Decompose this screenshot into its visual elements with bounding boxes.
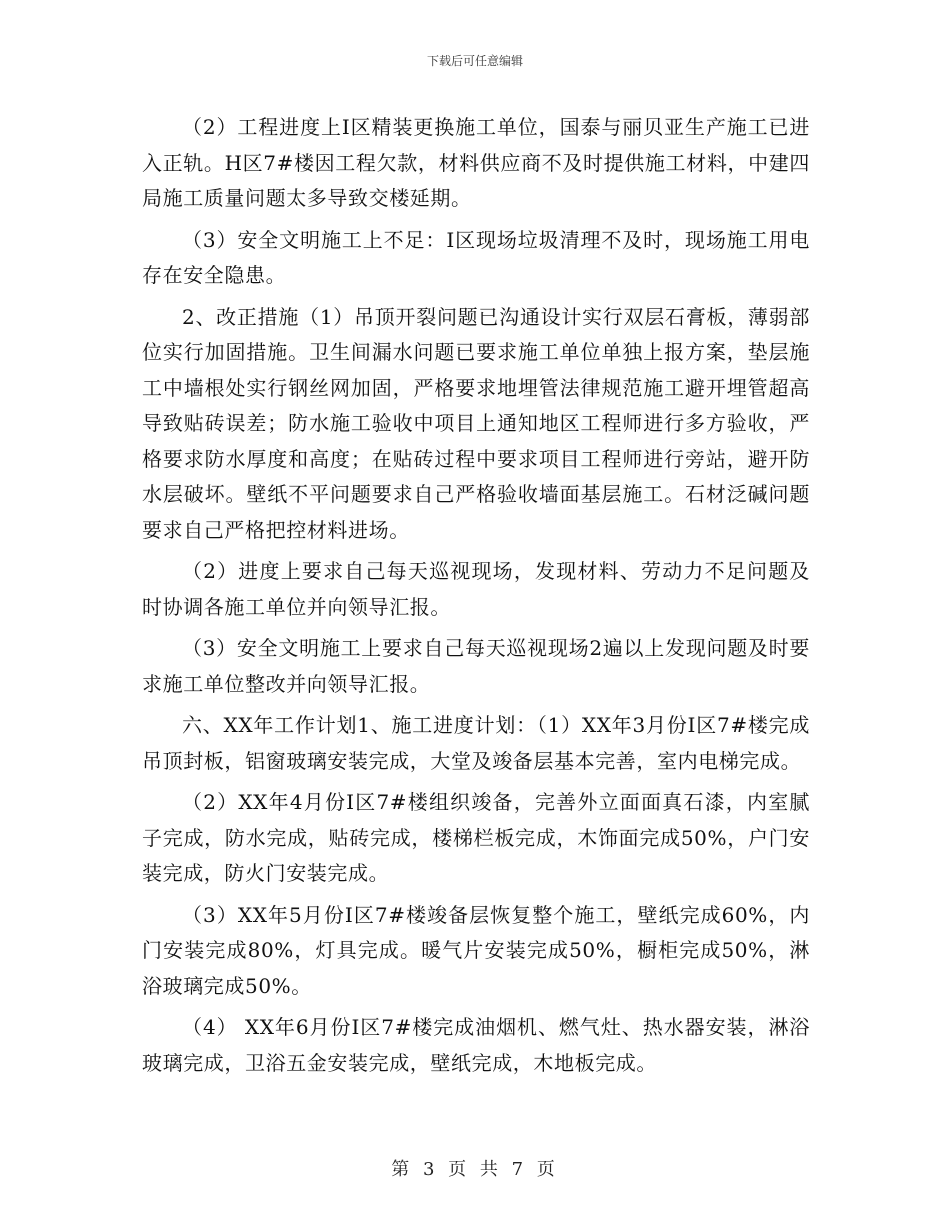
paragraph-safety-measures: （3）安全文明施工上要求自己每天巡视现场2遍以上发现问题及时要求施工单位整改并向领导汇报。: [142, 636, 810, 696]
paragraph-safety-issues: （3）安全文明施工上不足：I区现场垃圾清理不及时，现场施工用电存在安全隐患。: [142, 227, 810, 287]
paragraph-work-plan-april: （2）XX年4月份I区7#楼组织竣备，完善外立面面真石漆，内室腻子完成，防水完成，贴砖完成，楼梯栏板完成，木饰面完成50%，户门安装完成，防火门安装完成。: [142, 790, 810, 885]
document-body: [142, 110, 810, 1087]
paragraph-work-plan-march: 六、XX年工作计划1、施工进度计划：（1）XX年3月份I区7#楼完成吊顶封板，铝窗玻璃安装完成，大堂及竣备层基本完善，室内电梯完成。: [142, 713, 810, 773]
page-header: 下载后可任意编辑: [426, 54, 523, 68]
paragraph-progress-issues: （2）工程进度上I区精装更换施工单位，国泰与丽贝亚生产施工已进入正轨。H区7#楼因工程欠款，材料供应商不及时提供施工材料，中建四局施工质量问题太多导致交楼延期。: [142, 115, 810, 210]
paragraph-corrective-measures: 2、改正措施（1）吊顶开裂问题已沟通设计实行双层石膏板，薄弱部位实行加固措施。卫生间漏水问题已要求施工单位单独上报方案，垫层施工中墙根处实行钢丝网加固，严格要求地埋管法律规范施工避开埋管超高导致贴砖误差；防水施工验收中项目上通知地区工程师进行多方验收，严格要求防水厚度和高度；在贴砖过程中要求项目工程师进行旁站，避开防水层破坏。壁纸不平问题要求自己严格验收墙面基层施工。石材泛碱问题要求自己严格把控材料进场。: [142, 304, 810, 542]
paragraph-progress-measures: （2）进度上要求自己每天巡视现场，发现材料、劳动力不足问题及时协调各施工单位并向领导汇报。: [142, 559, 810, 619]
page-number-footer: 第 3 页 共 7 页: [391, 1159, 559, 1180]
paragraph-work-plan-may: （3）XX年5月份I区7#楼竣备层恢复整个施工，壁纸完成60%，内门安装完成80%，灯具完成。暖气片安装完成50%，橱柜完成50%，淋浴玻璃完成50%。: [142, 902, 810, 998]
paragraph-work-plan-june: （4） XX年6月份I区7#楼完成油烟机、燃气灶、热水器安装，淋浴玻璃完成，卫浴五金安装完成，壁纸完成，木地板完成。: [142, 1015, 810, 1075]
